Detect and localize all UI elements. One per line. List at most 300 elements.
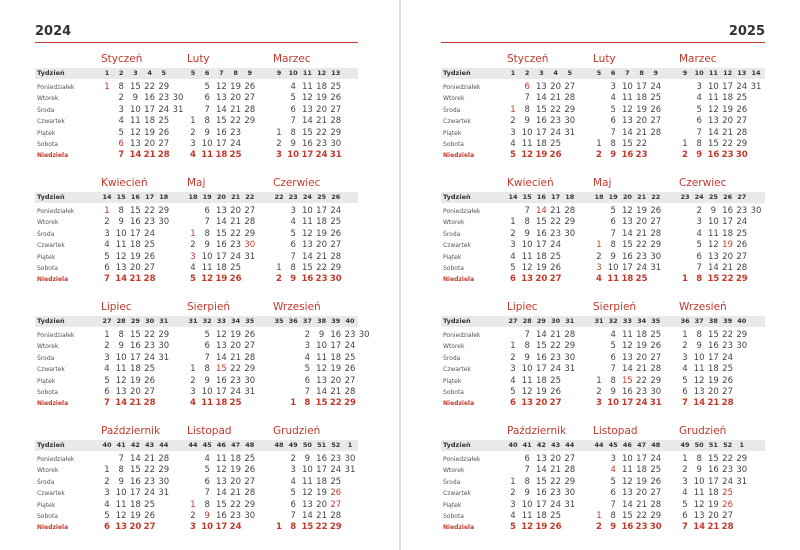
day-number: 1	[276, 263, 282, 273]
day-number: 11	[115, 364, 127, 375]
day-number: 6	[304, 375, 311, 386]
day-number: 13	[115, 387, 127, 397]
day-number: 7	[610, 364, 616, 375]
day-label: Poniedziałek	[37, 208, 75, 215]
day-number: 8	[524, 104, 530, 115]
day-number: 3	[276, 150, 282, 161]
day-number: 22	[316, 127, 327, 138]
week-number: 2	[118, 69, 124, 77]
day-number: 27	[158, 139, 170, 149]
day-number: 15	[707, 454, 719, 464]
week-number: 20	[216, 193, 226, 201]
day-label: Piątek	[37, 253, 56, 261]
day-number: 1	[104, 465, 110, 476]
day-number: 25	[650, 465, 662, 476]
day-number: 2	[190, 127, 196, 138]
day-number: 3	[190, 251, 196, 262]
day-number: 16	[330, 330, 342, 340]
week-number: 31	[594, 317, 604, 325]
day-number: 30	[158, 217, 170, 228]
year-title: 2025	[728, 24, 765, 39]
day-number: 4	[510, 139, 516, 149]
day-number: 15	[535, 341, 547, 352]
day-number: 2	[104, 341, 110, 352]
week-number: 13	[331, 69, 341, 77]
week-number: 36	[288, 317, 298, 325]
day-label: Środa	[37, 478, 55, 486]
day-number: 18	[316, 82, 327, 92]
day-number: 5	[204, 330, 210, 340]
day-number: 12	[316, 364, 327, 375]
day-label: Piątek	[37, 377, 56, 385]
day-number: 26	[344, 364, 356, 375]
day-number: 23	[230, 375, 241, 386]
day-number: 3	[596, 263, 602, 273]
day-number: 11	[621, 93, 633, 104]
month-name: Kwiecień	[101, 177, 148, 189]
day-number: 20	[144, 139, 155, 149]
day-number: 29	[158, 206, 170, 216]
day-number: 24	[722, 476, 733, 487]
week-number: 38	[317, 317, 327, 325]
day-number: 28	[721, 522, 734, 533]
day-number: 24	[158, 104, 170, 115]
day-number: 5	[290, 93, 296, 104]
day-number: 3	[118, 104, 124, 115]
day-number: 8	[118, 206, 124, 216]
day-number: 28	[244, 488, 256, 499]
day-number: 1	[682, 454, 688, 464]
day-number: 22	[316, 263, 327, 273]
day-number: 26	[650, 341, 662, 352]
day-number: 2	[682, 150, 688, 161]
day-number: 29	[650, 511, 662, 521]
day-label: Sobota	[37, 265, 58, 272]
day-number: 2	[190, 375, 196, 386]
week-number: 29	[536, 317, 546, 325]
day-number: 9	[710, 206, 717, 216]
day-label: Czwartek	[443, 490, 471, 498]
day-number: 6	[104, 387, 110, 397]
day-number: 5	[610, 206, 616, 216]
day-number: 31	[564, 127, 576, 138]
week-number: 8	[233, 69, 238, 77]
day-number: 19	[129, 251, 141, 262]
day-number: 14	[215, 104, 227, 115]
day-number: 21	[636, 499, 647, 510]
day-number: 9	[610, 150, 617, 161]
week-number: 20	[622, 193, 632, 201]
day-number: 18	[316, 476, 327, 487]
week-number: 50	[694, 441, 704, 449]
day-number: 17	[722, 217, 733, 228]
day-number: 20	[550, 82, 561, 92]
day-label: Czwartek	[37, 366, 65, 374]
day-number: 19	[129, 511, 141, 521]
day-number: 2	[596, 387, 602, 397]
day-number: 10	[201, 387, 213, 397]
day-number: 15	[129, 82, 141, 92]
day-number: 13	[707, 251, 719, 262]
day-number: 16	[129, 217, 141, 228]
day-number: 29	[650, 240, 662, 251]
day-number: 10	[201, 139, 213, 149]
week-number: 17	[551, 193, 561, 201]
day-label: Piątek	[37, 501, 56, 509]
day-number: 13	[301, 240, 313, 251]
day-label: Środa	[37, 354, 55, 362]
day-number: 17	[707, 352, 719, 363]
day-number: 1	[510, 217, 516, 228]
week-number: 5	[161, 69, 167, 77]
week-label: Tydzień	[37, 441, 65, 449]
day-number: 29	[735, 274, 748, 285]
day-number: 24	[230, 251, 241, 262]
day-number: 7	[204, 104, 210, 115]
day-number: 4	[190, 150, 196, 161]
week-number: 24	[302, 193, 312, 201]
day-number: 21	[230, 352, 241, 363]
day-number: 16	[129, 341, 141, 352]
day-number: 14	[129, 150, 142, 161]
day-number: 17	[301, 150, 314, 161]
day-number: 29	[329, 522, 342, 533]
day-number: 26	[550, 387, 561, 397]
day-number: 13	[115, 263, 127, 273]
day-number: 1	[510, 104, 516, 115]
day-number: 5	[204, 82, 210, 92]
day-number: 3	[510, 499, 516, 510]
day-number: 8	[610, 240, 616, 251]
day-number: 7	[696, 127, 702, 138]
day-label: Poniedziałek	[37, 456, 75, 463]
day-number: 13	[621, 352, 633, 363]
day-number: 13	[535, 454, 547, 464]
day-number: 23	[144, 476, 155, 487]
day-label: Niedziela	[37, 400, 69, 408]
day-number: 19	[230, 465, 241, 476]
day-number: 1	[104, 206, 110, 216]
week-number: 33	[622, 317, 632, 325]
week-number: 27	[508, 317, 518, 325]
week-number: 48	[245, 441, 255, 449]
day-number: 8	[610, 375, 616, 386]
day-number: 6	[610, 352, 616, 363]
day-number: 5	[204, 465, 210, 476]
week-number: 21	[231, 193, 241, 201]
day-number: 30	[244, 511, 256, 521]
day-number: 7	[610, 499, 616, 510]
week-number: 49	[288, 441, 298, 449]
day-number: 9	[696, 465, 702, 476]
week-number: 6	[204, 69, 210, 77]
day-number: 8	[290, 127, 296, 138]
day-number: 27	[564, 454, 576, 464]
day-number: 8	[524, 341, 530, 352]
day-number: 1	[290, 398, 297, 409]
day-number: 3	[104, 488, 110, 499]
day-number: 17	[636, 82, 647, 92]
week-number: 18	[565, 193, 575, 201]
day-number: 28	[158, 454, 170, 464]
day-number: 16	[535, 488, 547, 499]
day-number: 28	[143, 398, 156, 409]
day-number: 22	[230, 228, 241, 239]
year-rule	[35, 42, 358, 43]
day-number: 16	[621, 522, 634, 533]
week-number: 41	[116, 441, 126, 449]
day-number: 29	[244, 364, 256, 375]
week-number: 21	[637, 193, 647, 201]
day-number: 6	[510, 274, 516, 285]
day-number: 5	[104, 251, 110, 262]
day-number: 6	[204, 206, 210, 216]
day-number: 23	[144, 217, 155, 228]
week-number: 16	[130, 193, 140, 201]
day-number: 5	[696, 240, 702, 251]
day-number: 1	[596, 511, 602, 521]
day-number: 11	[316, 352, 327, 363]
day-number: 20	[636, 217, 647, 228]
day-number: 10	[201, 522, 214, 533]
week-number: 51	[708, 441, 718, 449]
day-number: 27	[330, 240, 342, 251]
day-number: 14	[535, 206, 547, 216]
week-number: 10	[694, 69, 704, 77]
week-number: 32	[608, 317, 618, 325]
day-number: 17	[535, 364, 547, 375]
day-number: 9	[524, 228, 530, 239]
day-number: 4	[610, 465, 616, 476]
day-number: 8	[204, 116, 210, 127]
day-number: 23	[550, 116, 561, 127]
day-number: 28	[344, 387, 356, 397]
day-number: 14	[535, 330, 547, 340]
day-label: Sobota	[443, 141, 464, 148]
day-number: 20	[230, 341, 241, 352]
day-number: 16	[215, 511, 227, 521]
week-number: 14	[508, 193, 518, 201]
day-number: 27	[549, 274, 562, 285]
day-number: 23	[550, 352, 561, 363]
year-title: 2024	[35, 24, 72, 39]
day-number: 2	[276, 274, 282, 285]
week-number: 23	[288, 193, 298, 201]
day-number: 12	[215, 465, 227, 476]
week-number: 5	[190, 69, 196, 77]
month-name: Styczeń	[101, 53, 143, 65]
day-label: Sobota	[443, 513, 464, 520]
week-number: 35	[651, 317, 661, 325]
month-name: Czerwiec	[273, 177, 321, 189]
week-number: 39	[723, 317, 733, 325]
month-name: Wrzesień	[273, 301, 321, 313]
day-number: 22	[722, 139, 733, 149]
week-number: 48	[274, 441, 284, 449]
day-label: Sobota	[443, 389, 464, 396]
week-number: 40	[737, 317, 747, 325]
day-number: 26	[330, 93, 342, 104]
day-number: 8	[524, 217, 530, 228]
day-number: 7	[610, 228, 616, 239]
day-number: 13	[129, 139, 141, 149]
day-number: 8	[696, 454, 702, 464]
week-number: 7	[219, 69, 224, 77]
month-name: Wrzesień	[679, 301, 727, 313]
day-number: 25	[144, 364, 155, 375]
week-number: 18	[188, 193, 198, 201]
day-number: 17	[215, 387, 227, 397]
day-number: 29	[244, 499, 256, 510]
day-number: 3	[682, 352, 688, 363]
day-number: 2	[104, 217, 110, 228]
day-number: 31	[750, 82, 762, 92]
day-number: 15	[301, 522, 314, 533]
day-number: 16	[621, 150, 634, 161]
month-name: Sierpień	[187, 301, 231, 313]
day-number: 17	[621, 398, 634, 409]
day-label: Wtorek	[37, 219, 59, 227]
day-number: 24	[330, 206, 342, 216]
day-number: 9	[304, 454, 311, 464]
day-number: 15	[535, 104, 547, 115]
week-number: 24	[694, 193, 704, 201]
day-number: 12	[693, 375, 705, 386]
day-number: 17	[316, 465, 327, 476]
day-label: Niedziela	[37, 524, 69, 532]
day-number: 17	[707, 476, 719, 487]
day-number: 13	[521, 274, 534, 285]
day-number: 27	[650, 217, 662, 228]
day-number: 23	[316, 139, 327, 149]
day-label: Piątek	[443, 129, 462, 137]
day-number: 29	[564, 217, 576, 228]
day-number: 2	[290, 454, 296, 464]
day-number: 4	[290, 217, 296, 228]
day-number: 9	[524, 352, 530, 363]
day-number: 26	[144, 375, 155, 386]
day-number: 10	[115, 352, 127, 363]
day-label: Czwartek	[443, 366, 471, 374]
day-number: 21	[129, 398, 142, 409]
day-number: 21	[330, 387, 342, 397]
day-number: 27	[144, 387, 155, 397]
day-number: 5	[510, 522, 516, 533]
week-number: 47	[637, 441, 647, 449]
day-number: 19	[144, 127, 155, 138]
week-number: 37	[302, 317, 312, 325]
day-number: 15	[129, 465, 141, 476]
week-number: 42	[130, 441, 140, 449]
day-number: 21	[636, 228, 647, 239]
day-number: 16	[144, 93, 155, 104]
day-number: 15	[707, 330, 719, 340]
day-label: Niedziela	[443, 152, 475, 160]
day-number: 9	[204, 511, 210, 521]
day-number: 23	[722, 341, 733, 352]
day-number: 29	[330, 127, 342, 138]
year-rule	[441, 42, 765, 43]
day-number: 28	[564, 330, 576, 340]
week-number: 34	[637, 317, 647, 325]
week-number: 19	[608, 193, 618, 201]
day-number: 3	[190, 522, 196, 533]
week-number: 1	[510, 69, 516, 77]
day-number: 28	[721, 398, 734, 409]
day-number: 9	[610, 522, 617, 533]
day-number: 27	[330, 499, 342, 510]
day-number: 8	[696, 274, 703, 285]
week-number: 2	[524, 69, 530, 77]
day-number: 5	[290, 488, 296, 499]
day-number: 7	[524, 465, 530, 476]
day-number: 23	[636, 387, 647, 397]
day-number: 17	[636, 454, 647, 464]
day-number: 21	[550, 465, 561, 476]
day-number: 28	[564, 206, 576, 216]
day-number: 22	[315, 522, 328, 533]
day-number: 6	[524, 82, 530, 92]
day-number: 7	[104, 398, 110, 409]
day-number: 11	[521, 375, 533, 386]
week-number: 44	[159, 441, 169, 449]
day-number: 15	[621, 240, 633, 251]
day-number: 11	[301, 217, 313, 228]
day-number: 9	[610, 251, 616, 262]
day-number: 27	[143, 522, 156, 533]
day-number: 11	[621, 465, 633, 476]
day-number: 7	[204, 217, 210, 228]
day-number: 21	[143, 150, 156, 161]
month-name: Listopad	[187, 425, 232, 437]
day-number: 21	[636, 364, 647, 375]
month-name: Kwiecień	[507, 177, 554, 189]
day-number: 10	[521, 127, 533, 138]
day-number: 21	[550, 206, 561, 216]
day-number: 6	[696, 251, 702, 262]
day-number: 22	[722, 330, 733, 340]
day-number: 11	[115, 499, 127, 510]
day-number: 8	[118, 330, 124, 340]
day-number: 14	[693, 398, 706, 409]
day-number: 7	[290, 511, 296, 521]
day-number: 20	[316, 104, 327, 115]
day-number: 29	[158, 465, 170, 476]
day-number: 5	[510, 150, 516, 161]
day-number: 3	[304, 341, 311, 352]
week-label: Tydzień	[443, 317, 471, 325]
week-number: 25	[708, 193, 718, 201]
day-number: 5	[610, 476, 616, 487]
week-label: Tydzień	[37, 193, 65, 201]
day-number: 20	[316, 499, 327, 510]
week-number: 37	[694, 317, 704, 325]
day-number: 30	[649, 522, 662, 533]
day-number: 5	[610, 104, 616, 115]
week-label: Tydzień	[443, 193, 471, 201]
day-number: 28	[650, 127, 662, 138]
day-number: 6	[204, 93, 210, 104]
day-number: 2	[510, 352, 516, 363]
day-number: 21	[722, 263, 733, 273]
day-number: 13	[215, 93, 227, 104]
day-number: 29	[244, 228, 256, 239]
day-number: 3	[290, 206, 296, 216]
week-number: 46	[622, 441, 632, 449]
day-number: 2	[276, 139, 282, 149]
day-number: 27	[244, 206, 256, 216]
week-number: 38	[708, 317, 718, 325]
